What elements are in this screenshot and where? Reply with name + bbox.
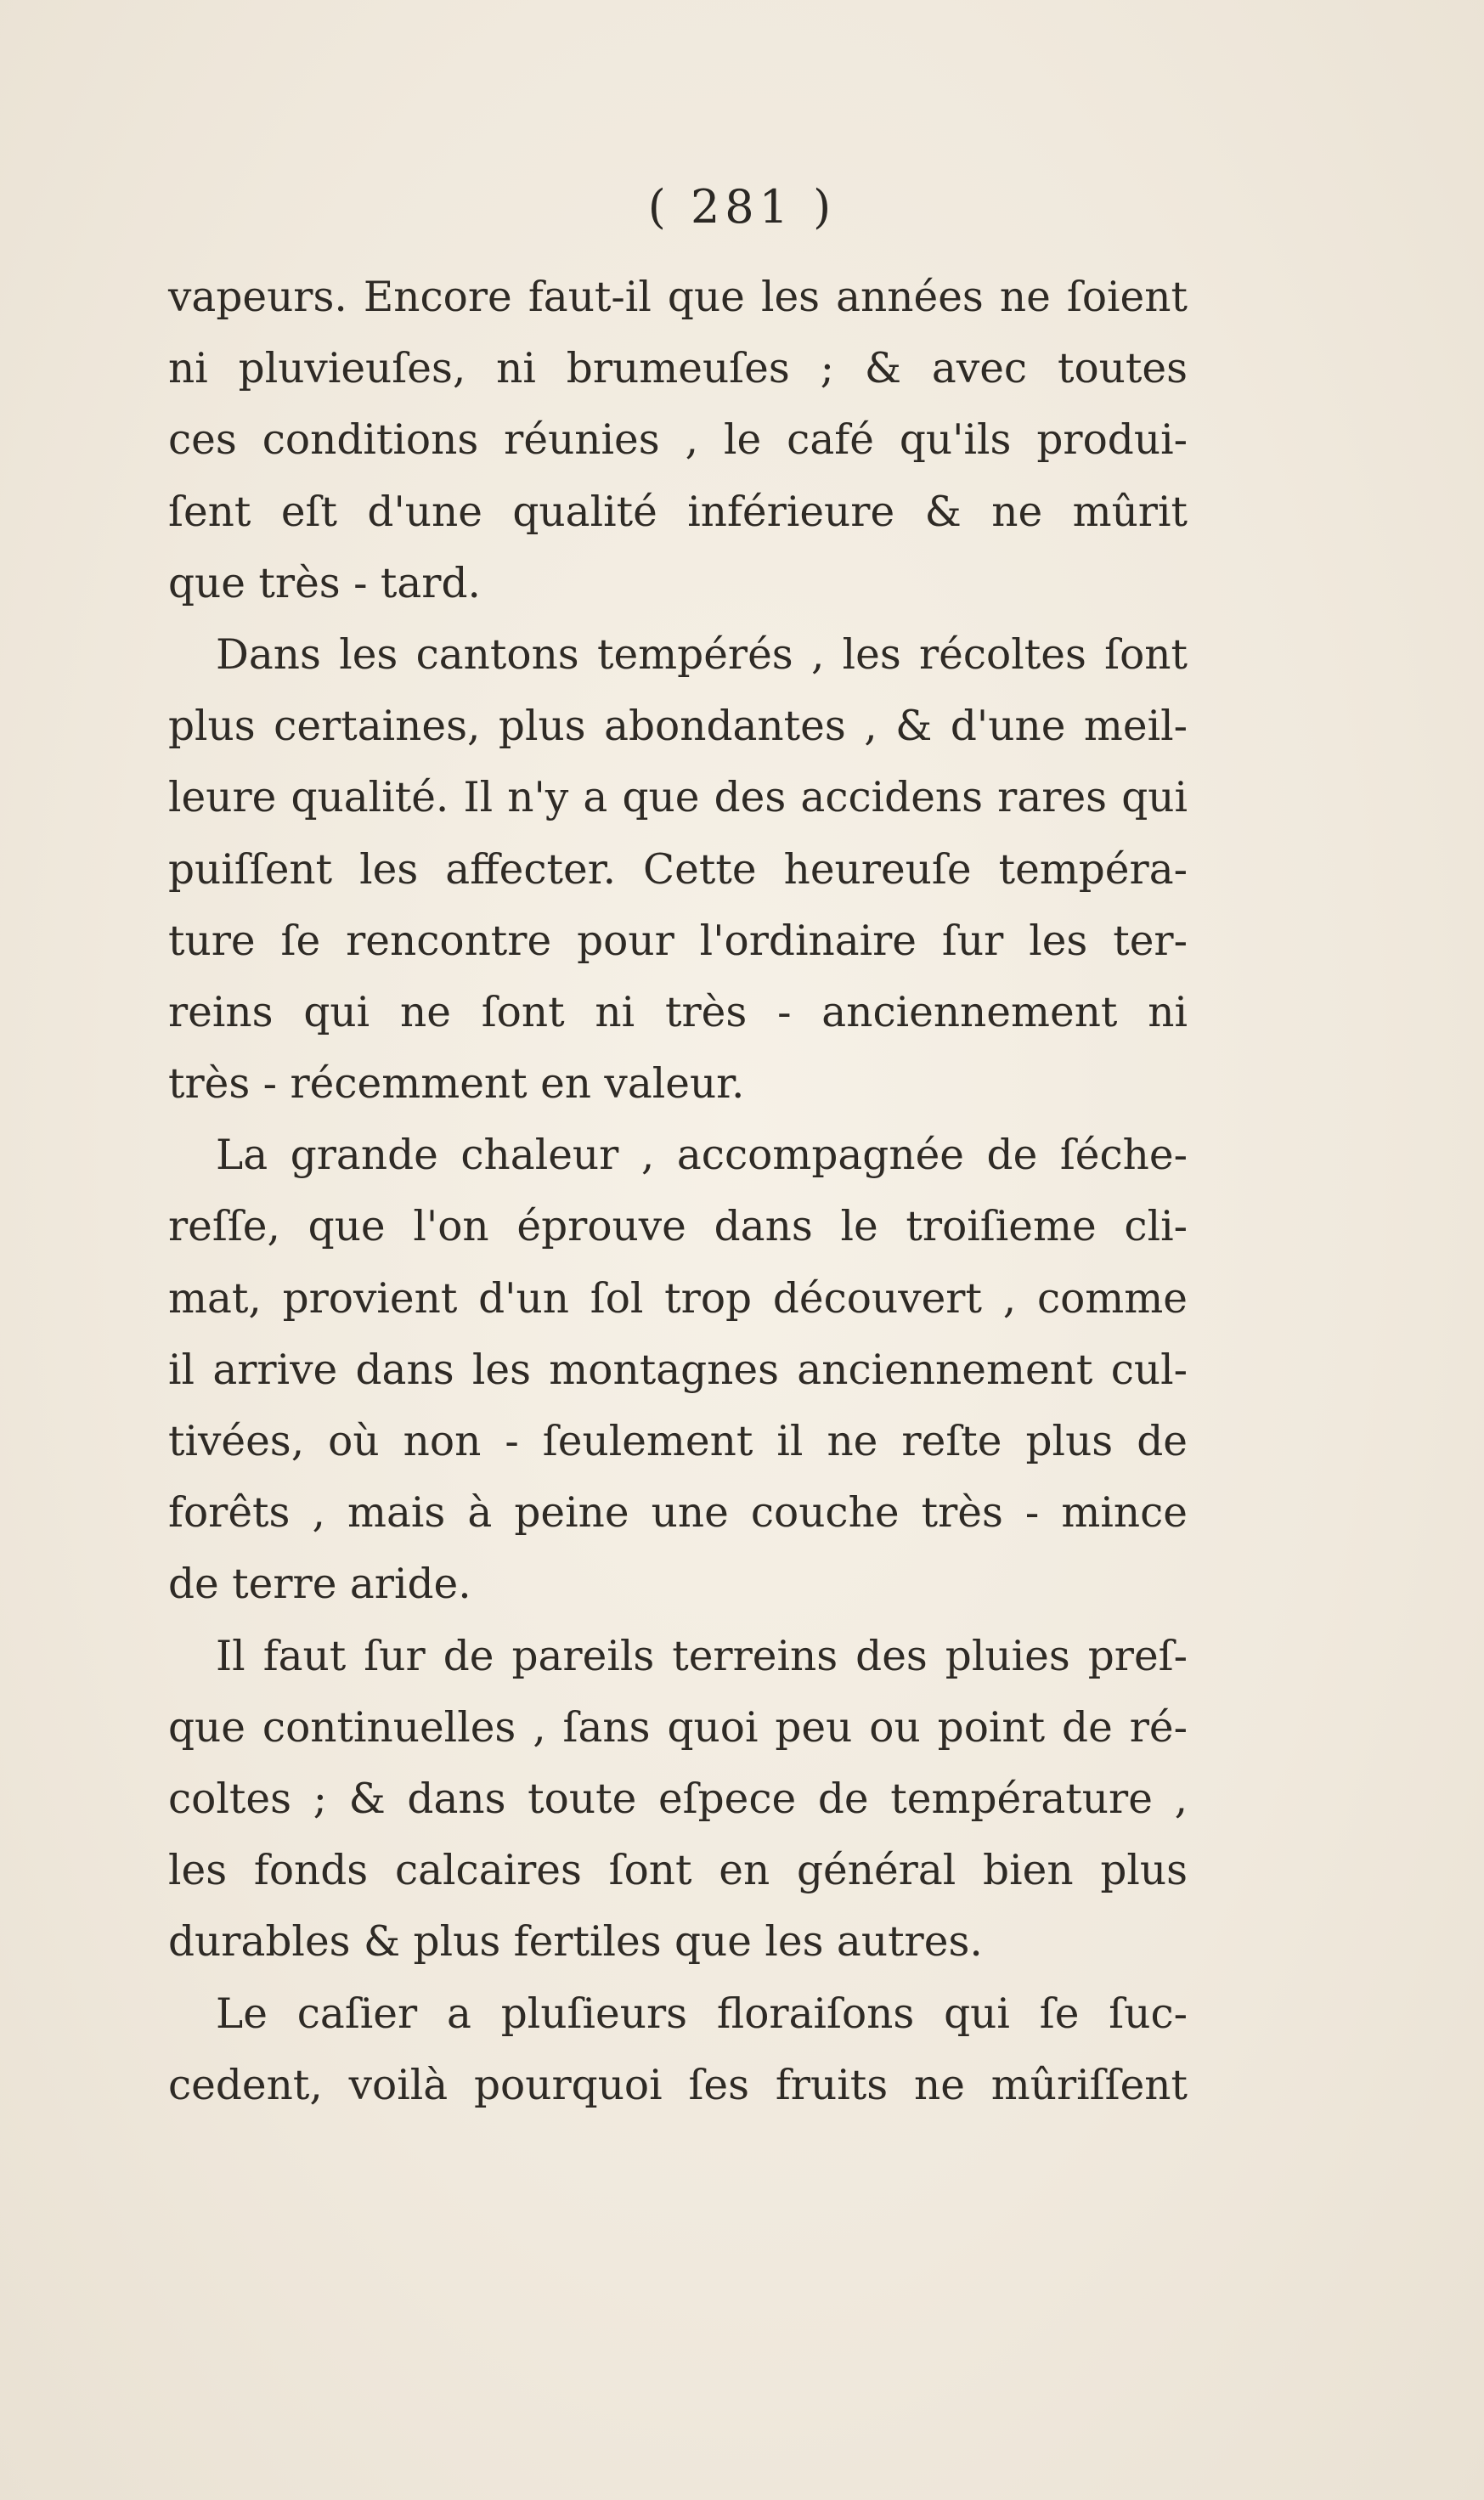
text-line: La grande chaleur , accompagnée de ſéche- [216,1131,1188,1180]
text-line: cedent, voilà pourquoi ſes fruits ne mûriſſent [168,2061,1188,2109]
text-line: Dans les cantons tempérés , les récoltes ſont [216,630,1188,679]
text-line: mat, provient d'un ſol trop découvert , comme [168,1274,1188,1323]
page-number-header: ( 281 ) [647,180,837,234]
text-line: ſent eſt d'une qualité inférieure & ne mûrit [168,488,1188,536]
body-text [168,262,1188,2121]
text-line: de terre aride. [168,1560,471,1609]
text-line: puiſſent les affecter. Cette heureuſe tempéra- [168,845,1188,894]
text-line: il arrive dans les montagnes anciennement cul- [168,1346,1188,1394]
text-line: durables & plus fertiles que les autres. [168,1918,983,1967]
text-line: que continuelles , ſans quoi peu ou point de ré- [168,1703,1188,1752]
text-line: ces conditions réunies , le café qu'ils produi- [168,416,1188,465]
text-line: Le caſier a pluſieurs floraiſons qui ſe ſuc- [216,1989,1188,2038]
text-line: reins qui ne ſont ni très - anciennement ni [168,988,1188,1036]
text-line: tivées, où non - ſeulement il ne reſte plus de [168,1418,1188,1465]
text-line: les fonds calcaires ſont en général bien plus [168,1847,1188,1895]
text-line: que très - tard. [168,559,481,607]
text-line: ture ſe rencontre pour l'ordinaire ſur les ter- [168,917,1188,965]
text-line: vapeurs. Encore faut-il que les années ne ſoient [168,274,1188,321]
text-line: leure qualité. Il n'y a que des accidens rares qui [168,774,1188,822]
text-line: plus certaines, plus abondantes , & d'une meil- [168,703,1188,751]
text-line: Il faut ſur de pareils terreins des pluies preſ- [216,1632,1188,1680]
text-line: reſſe, que l'on éprouve dans le troiſieme cli- [168,1203,1188,1251]
text-line: coltes ; & dans toute eſpece de température , [168,1775,1188,1823]
text-line: ni pluvieuſes, ni brumeuſes ; & avec toutes [168,345,1188,393]
text-line: très - récemment en valeur. [168,1060,745,1109]
text-line: forêts , mais à peine une couche très - mince [168,1489,1188,1538]
